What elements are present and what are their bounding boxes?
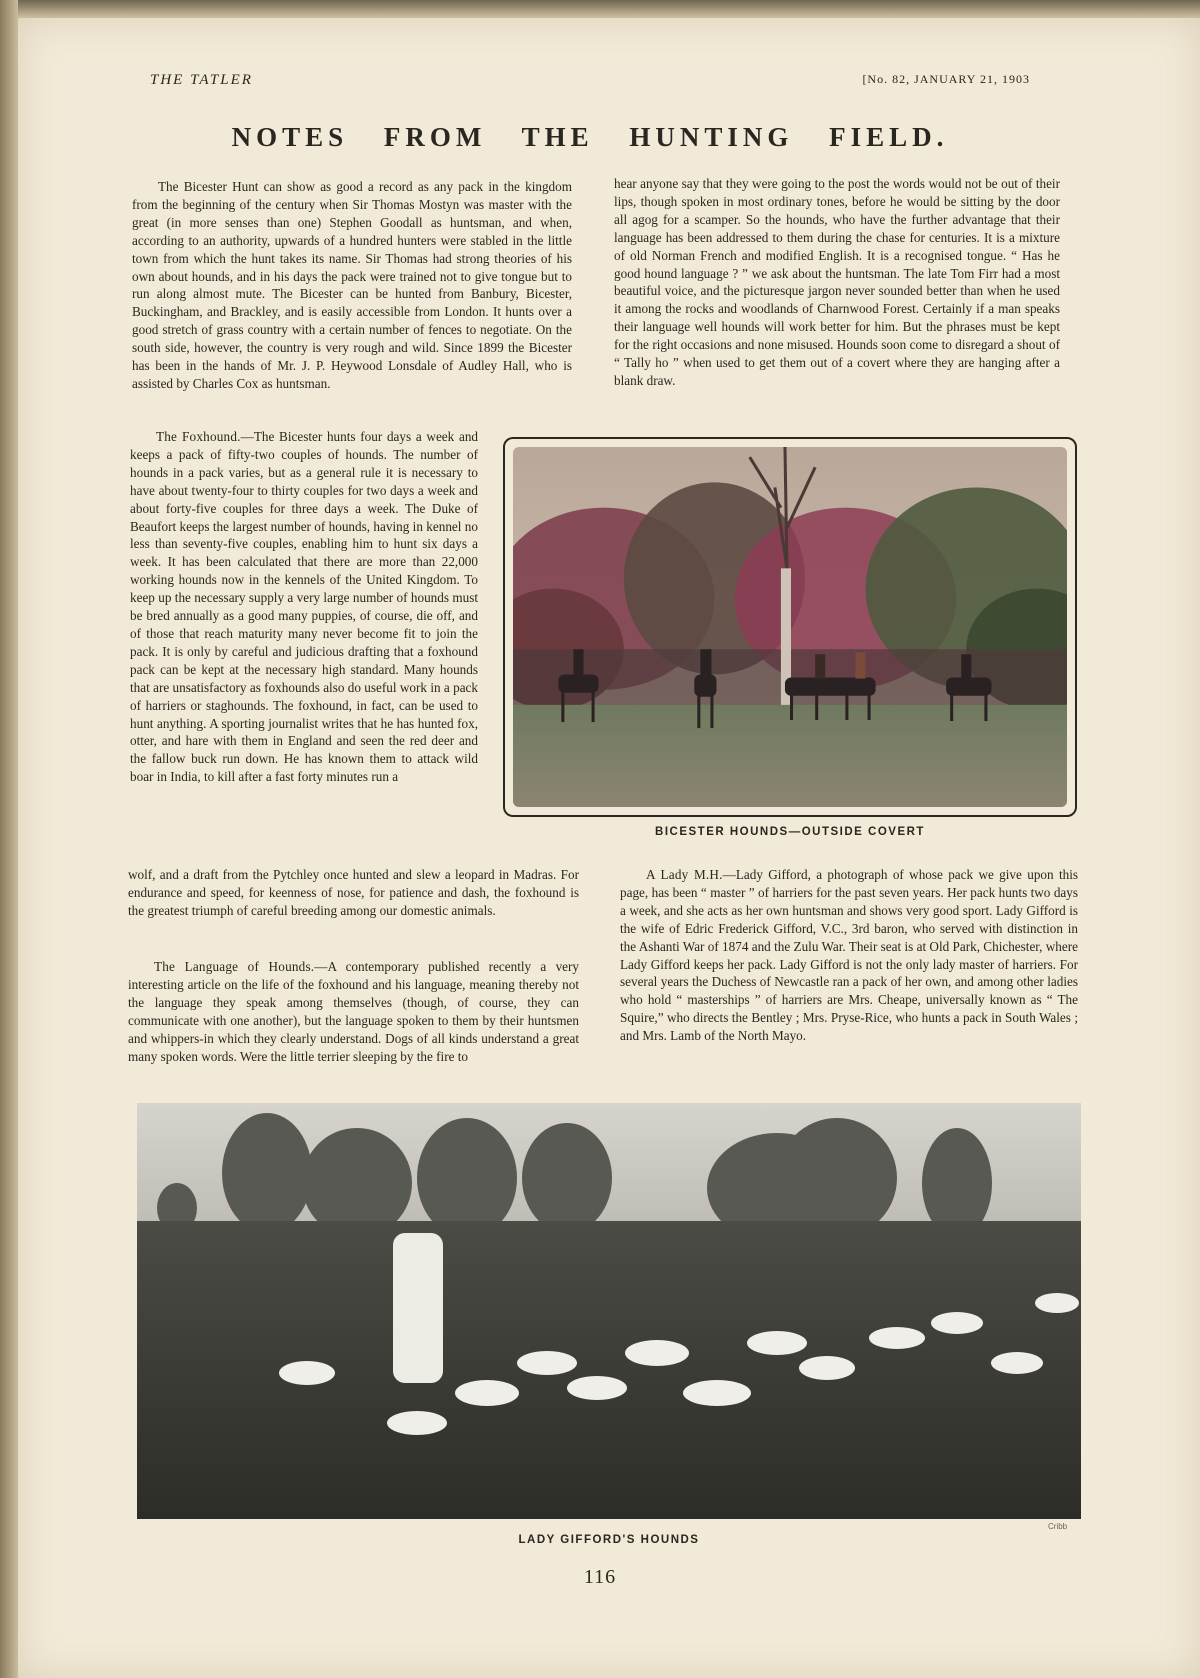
- page-top-edge: [0, 0, 1200, 18]
- intro-right-column: [614, 175, 1060, 404]
- language-section: [128, 958, 579, 1079]
- foxhound-paragraph: [130, 428, 478, 786]
- lady-gifford-photo-image: [137, 1103, 1081, 1519]
- foxhound-text: —The Bicester hunts four days a week and keeps a pack of fifty-two couples of hounds. The number of hounds in a pack varies, but as a general rule it is necessary to have about twenty-four to thirty couples for two days a week and about forty-five couples for three days a week. The Duke of Beaufort keeps the largest number of hounds, having in kennel no less than seventy-five couples, enabling him to hunt six days a week. It has been calculated that there are more than 22,000 working hounds now in the kennels of the United Kingdom. To keep up the necessary supply a very large number of hounds must be bred annually as a good many puppies, of course, die off, and of those that reach maturity many never become fit to join the pack. It is only by careful and judicious drafting that a foxhound pack can be kept at the necessary high standard. Many hounds that are unsatisfactory as foxhounds also do useful work in a pack of harriers or staghounds. The foxhound, in fact, can be used to hunt anything. A sporting journalist writes that he has hunted fox, otter, and hare with them in England and seen the red deer and the fallow buck run down. He has known them to attack wild boar in India, to kill after a fast forty minutes run a: [130, 429, 479, 785]
- page-number: 116: [583, 1566, 617, 1588]
- foxhound-continued: [128, 866, 579, 934]
- lady-heading: A Lady M.H.: [646, 867, 723, 882]
- masthead: THE TATLER: [150, 72, 253, 88]
- language-text: —A contemporary published recently a very interesting article on the life of the foxhound and his language, meaning thereby not the language they speak among themselves (though, of course, they can communicate with one another), but the language spoken to them by their huntsmen and whippers-in which they clearly understand. Dogs of all kinds understand a great many spoken words. Were the little terrier sleeping by the fire to: [128, 959, 580, 1064]
- issue-line: [No. 82, JANUARY 21, 1903: [862, 72, 1030, 86]
- language-paragraph: [128, 958, 579, 1065]
- bicester-photo-image: [513, 447, 1067, 807]
- lady-mh-section: [620, 866, 1078, 1059]
- intro-left-column: [132, 178, 572, 407]
- intro-paragraph-left: The Bicester Hunt can show as good a record as any pack in the kingdom from the beginning of the century when Sir Thomas Mostyn was master with the great (in more senses than one) Stephen Goodall as huntsman, and when, according to an authority, upwards of a hundred hunters were stabled in the little town from which the hunt takes its name. Sir Thomas had strong theories of his own about hounds, and in his days the pack were trained not to give tongue but to run along almost mute. The Bicester can be hunted from Banbury, Bicester, Buckingham, and Brackley, and is easily accessible from London. It hunts over a good stretch of grass country with a certain number of fences to negotiate. On the south side, however, the country is very rough and wild. Since 1899 the Bicester has been in the hands of Mr. J. P. Heywood Lonsdale of Audley Hall, who is assisted by Charles Cox as huntsman.: [132, 179, 572, 391]
- lady-gifford-hounds-photo: [137, 1103, 1081, 1519]
- lady-paragraph: [620, 866, 1078, 1045]
- bicester-hounds-photo: [513, 447, 1067, 807]
- foxhound-section: [130, 428, 478, 800]
- lady-text: —Lady Gifford, a photograph of whose pack we give upon this page, has been “ master ” of harriers for the past seven years. Her pack hunts two days a week, and she acts as her own huntsman and shows very good sport. Lady Gifford is the wife of Edric Frederick Gifford, V.C., 3rd baron, who served with distinction in the Ashanti War of 1874 and the Zulu War. Their seat is at Old Park, Chichester, where Lady Gifford keeps her pack. Lady Gifford is not the only lady master of harriers. For several years the Duchess of Newcastle ran a pack of her own, and among other ladies who hold “ masterships ” of harriers are Mrs. Cheape, universally known as “ The Squire,” who directs the Bentley ; Mrs. Pryse-Rice, who hunts a pack in South Wales ; and Mrs. Lamb of the North Mayo.: [620, 867, 1078, 1044]
- foxhound-heading: The Foxhound.: [156, 429, 241, 444]
- foxhound-continued-text: wolf, and a draft from the Pytchley once hunted and slew a leopard in Madras. For endurance and speed, for keenness of nose, for patience and dash, the foxhound is the greatest triumph of careful breeding among our domestic animals.: [128, 867, 579, 918]
- lady-gifford-photo-caption: LADY GIFFORD'S HOUNDS: [518, 1534, 700, 1546]
- photo-credit: Cribb: [1048, 1522, 1068, 1531]
- intro-paragraph-right: hear anyone say that they were going to the post the words would not be out of their lips, though spoken in most ordinary tones, before he would be sitting by the door all agog for a scamper. So the hounds, who have the further advantage that their language has been addressed to them during the chase for centuries. It is a mixture of old Norman French and modified English. It is a recognised tongue. “ Has he good hound language ? ” we ask about the huntsman. The late Tom Firr had a most beautiful voice, and the picturesque jargon never sounded better than when he used it among the rocks and woodlands of Charnwood Forest. Certainly if a man speaks their language well hounds will work better for him. But the phrases must be kept for the right occasions and none misused. Hounds soon come to disregard a shout of “ Tally ho ” when used to get them out of a covert where they are hanging after a blank draw.: [614, 176, 1060, 388]
- article-headline: NOTES FROM THE HUNTING FIELD.: [231, 122, 949, 152]
- bicester-photo-caption: BICESTER HOUNDS—OUTSIDE COVERT: [655, 826, 925, 838]
- bicester-photo-frame: [503, 437, 1077, 817]
- running-head: [150, 72, 1030, 94]
- language-heading: The Language of Hounds.: [154, 959, 315, 974]
- page-left-edge: [0, 0, 18, 1678]
